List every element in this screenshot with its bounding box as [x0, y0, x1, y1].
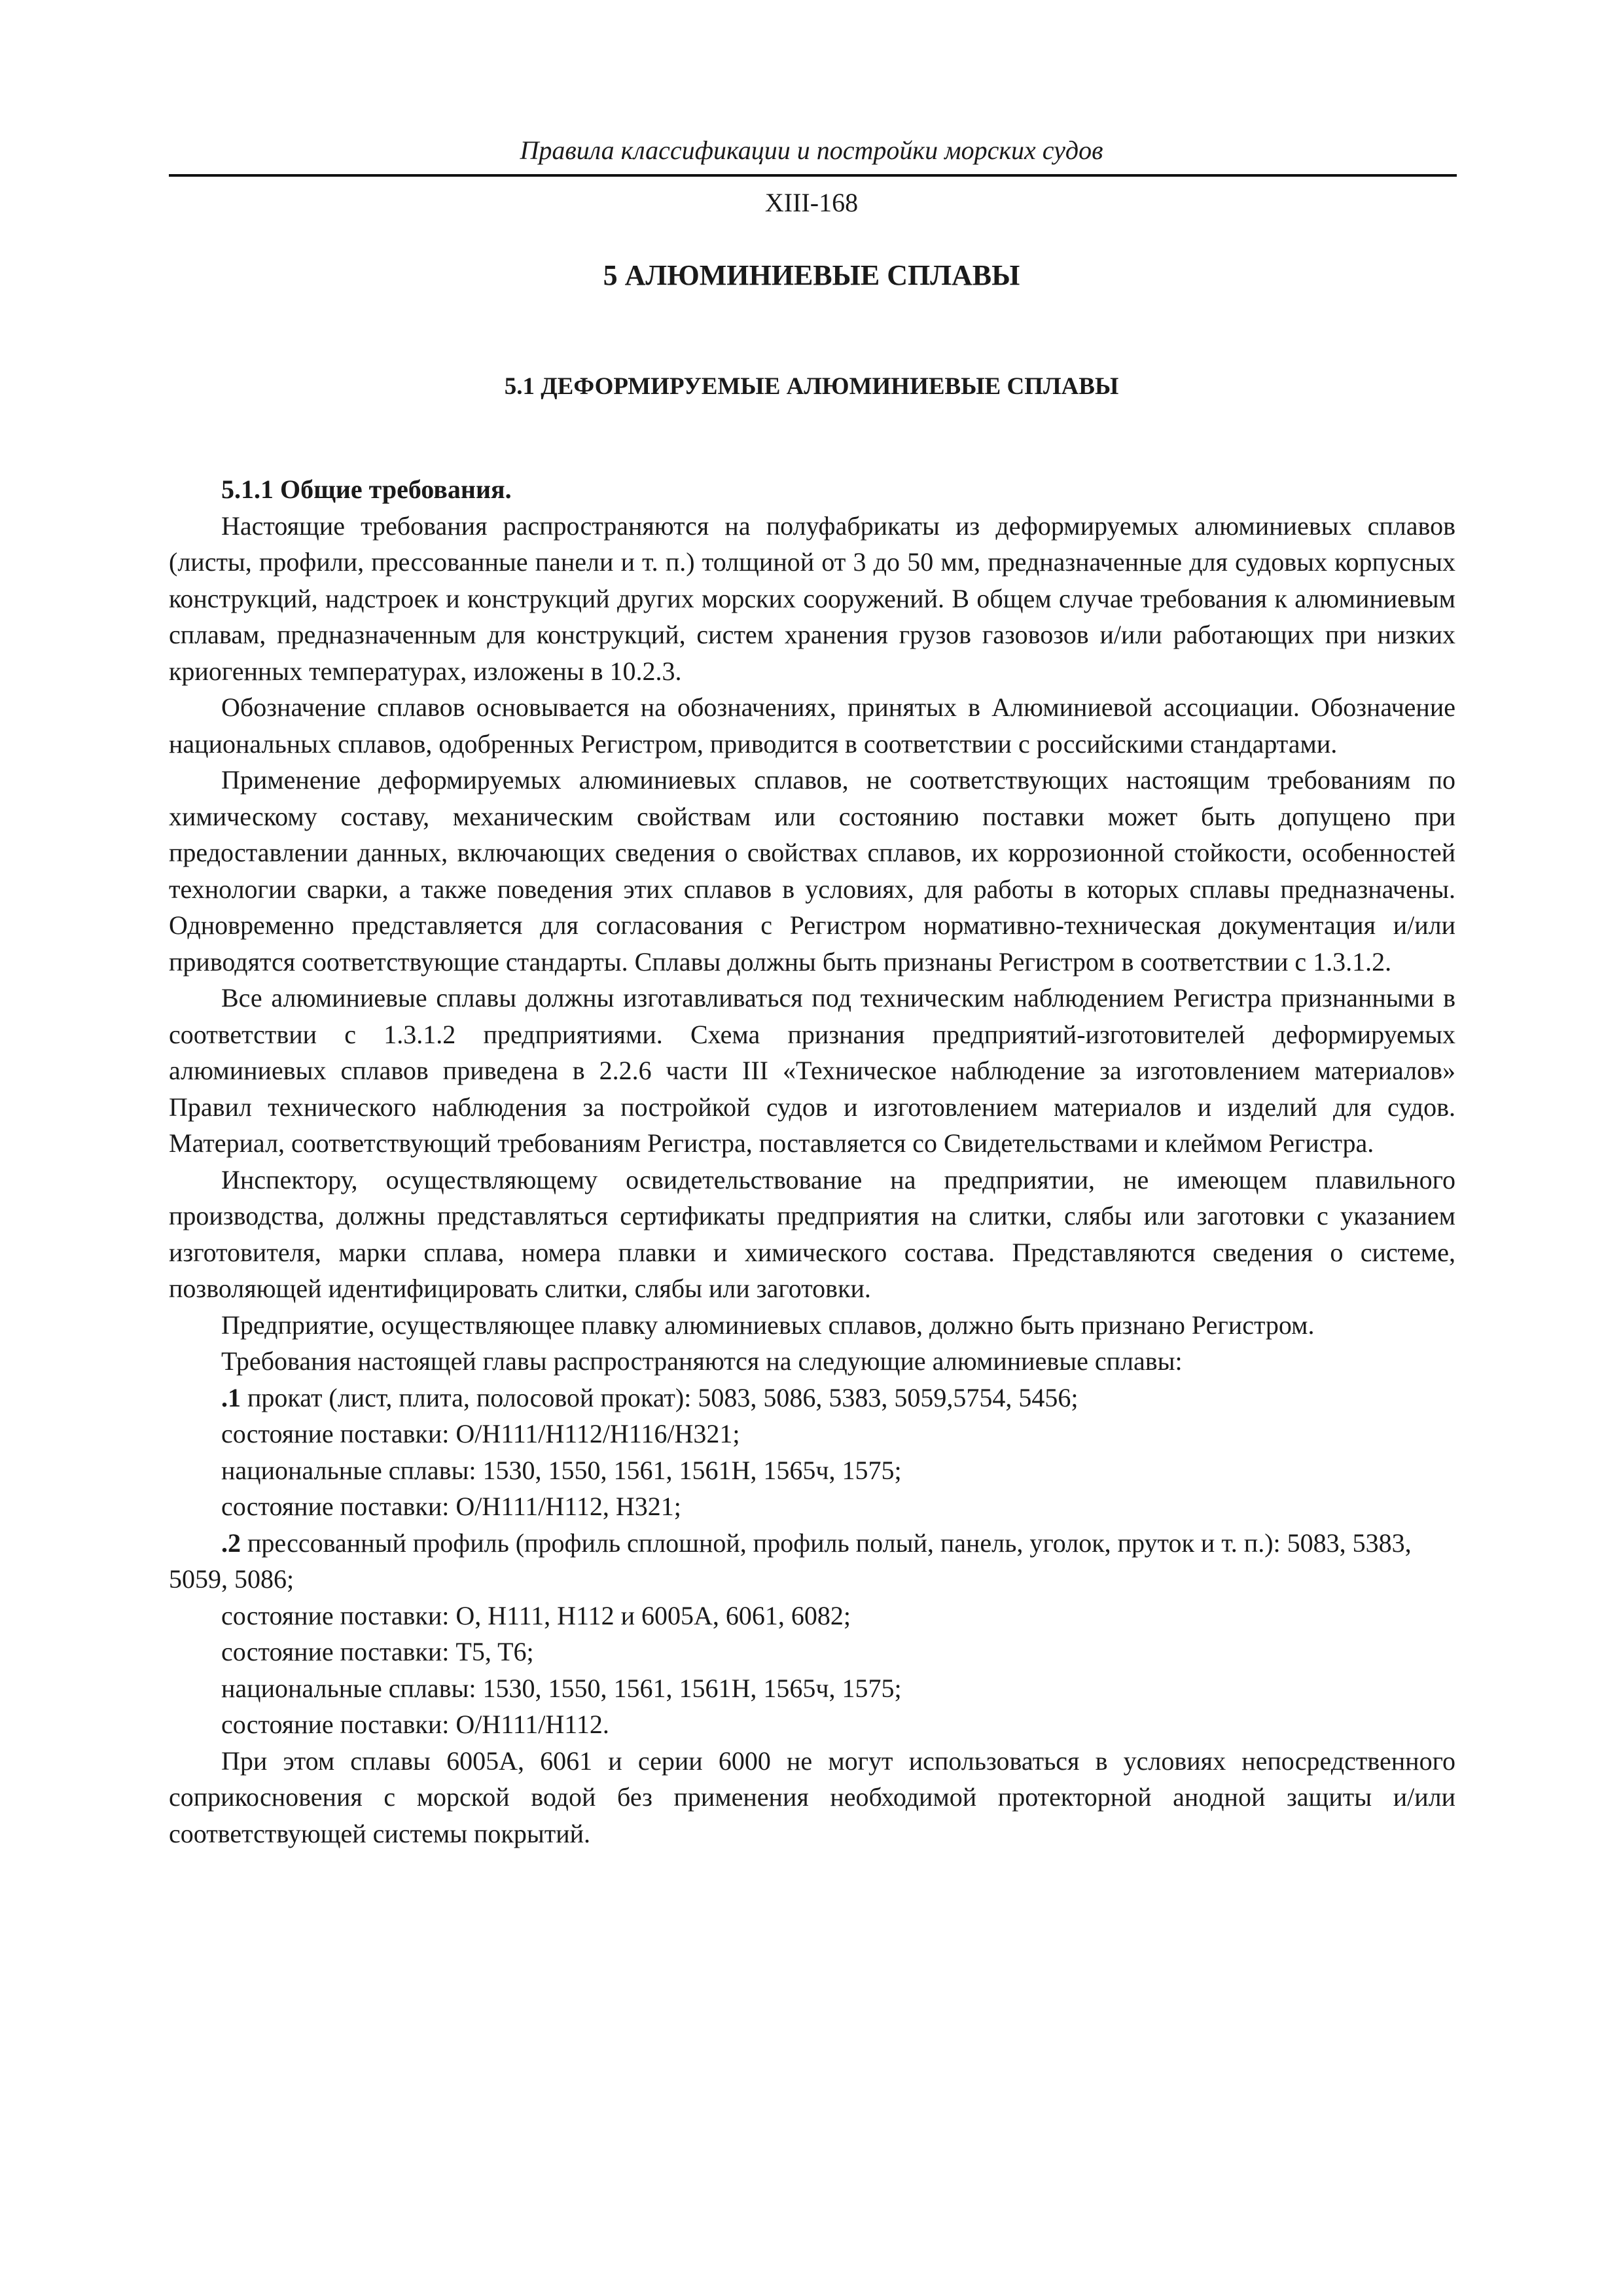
section-title: 5.1 ДЕФОРМИРУЕМЫЕ АЛЮМИНИЕВЫЕ СПЛАВЫ: [504, 373, 1119, 400]
list-item-extruded-profiles: [169, 1525, 1455, 1598]
list-line-delivery-condition: состояние поставки: T5, T6;: [221, 1637, 534, 1666]
list-item-text: прокат (лист, плита, полосовой прокат): 5083, 5086, 5383, 5059,5754, 5456;: [241, 1382, 1079, 1412]
page-number: XIII-168: [764, 188, 859, 217]
body-text: [169, 471, 1455, 1852]
list-line-delivery-condition: состояние поставки: O, H111, H112 и 6005A, 6061, 6082;: [221, 1600, 851, 1630]
paragraph-scope: Настоящие требования распространяются на полуфабрикаты из деформируемых алюминиевых сплавов (листы, профили, прессованные панели и т. п.) толщиной от 3 до 50 мм, предназначенные для судовых корпусных конструкций, надстроек и конструкций других морских сооружений. В общем случае требования к алюминиевым сплавам, предназначенным для конструкций, систем хранения грузов газовозов и/или работающих при низких криогенных температурах, изложены в 10.2.3.: [169, 511, 1455, 686]
paragraph-manufacture-supervision: Все алюминиевые сплавы должны изготавливаться под техническим наблюдением Регистра признанными в соответствии с 1.3.1.2 предприятиями. Схема признания предприятий-изготовителей деформируемых алюминиевых сплавов приведена в 2.2.6 части III «Техническое наблюдение за изготовлением материалов» Правил технического наблюдения за постройкой судов и изготовлением материалов и изделий для судов. Материал, соответствующий требованиям Регистра, поставляется со Свидетельствами и клеймом Регистра.: [169, 983, 1455, 1158]
paragraph-alloy-list-intro: Требования настоящей главы распространяются на следующие алюминиевые сплавы:: [221, 1346, 1183, 1376]
list-line-delivery-condition: состояние поставки: O/H111/H112.: [221, 1710, 609, 1739]
list-item-rolled-products: [169, 1380, 1455, 1416]
list-line-delivery-condition: состояние поставки: O/H111/H112, H321;: [221, 1492, 681, 1521]
paragraph-seawater-restriction: При этом сплавы 6005A, 6061 и серии 6000 не могут использоваться в условиях непосредственного соприкосновения с морской водой без применения необходимой протекторной анодной защиты и/или соответствующей системы покрытий.: [169, 1746, 1455, 1848]
paragraph-nonconforming-alloys: Применение деформируемых алюминиевых сплавов, не соответствующих настоящим требованиям по химическому составу, механическим свойствам или состоянию поставки может быть допущено при предоставлении данных, включающих сведения о свойствах сплавов, их коррозионной стойкости, особенностей технологии сварки, а также поведения этих сплавов в условиях, для работы в которых сплавы предназначены. Одновременно представляется для согласования с Регистром нормативно-техническая документация и/или приводятся соответствующие стандарты. Сплавы должны быть признаны Регистром в соответствии с 1.3.1.2.: [169, 765, 1455, 977]
running-header: Правила классификации и постройки морских судов: [520, 135, 1103, 165]
paragraph-inspector-certificates: Инспектору, осуществляющему освидетельствование на предприятии, не имеющем плавильного производства, должны представляться сертификаты предприятия на слитки, слябы или заготовки с указанием изготовителя, марки сплава, номера плавки и химического состава. Представляются сведения о системе, позволяющей идентифицировать слитки, слябы или заготовки.: [169, 1164, 1455, 1303]
subsection-heading: 5.1.1 Общие требования.: [221, 475, 512, 504]
paragraph-designation: Обозначение сплавов основывается на обозначениях, принятых в Алюминиевой ассоциации. Обозначение национальных сплавов, одобренных Регистром, приводится в соответствии с российскими стандартами.: [169, 692, 1455, 759]
list-item-number: .2: [221, 1528, 241, 1558]
chapter-title: 5 АЛЮМИНИЕВЫЕ СПЛАВЫ: [603, 259, 1020, 291]
list-item-number: .1: [221, 1382, 241, 1412]
list-line-delivery-condition: состояние поставки: O/H111/H112/H116/H321;: [221, 1419, 740, 1448]
header-rule: [169, 174, 1457, 177]
list-item-text: прессованный профиль (профиль сплошной, профиль полый, панель, уголок, пруток и т. п.): 5083, 5383, 5059, 5086;: [169, 1528, 1412, 1594]
paragraph-melting-approval: Предприятие, осуществляющее плавку алюминиевых сплавов, должно быть признано Регистром.: [221, 1310, 1315, 1340]
list-line-national-alloys: национальные сплавы: 1530, 1550, 1561, 1561H, 1565ч, 1575;: [221, 1673, 902, 1703]
list-line-national-alloys: национальные сплавы: 1530, 1550, 1561, 1561H, 1565ч, 1575;: [221, 1455, 902, 1485]
